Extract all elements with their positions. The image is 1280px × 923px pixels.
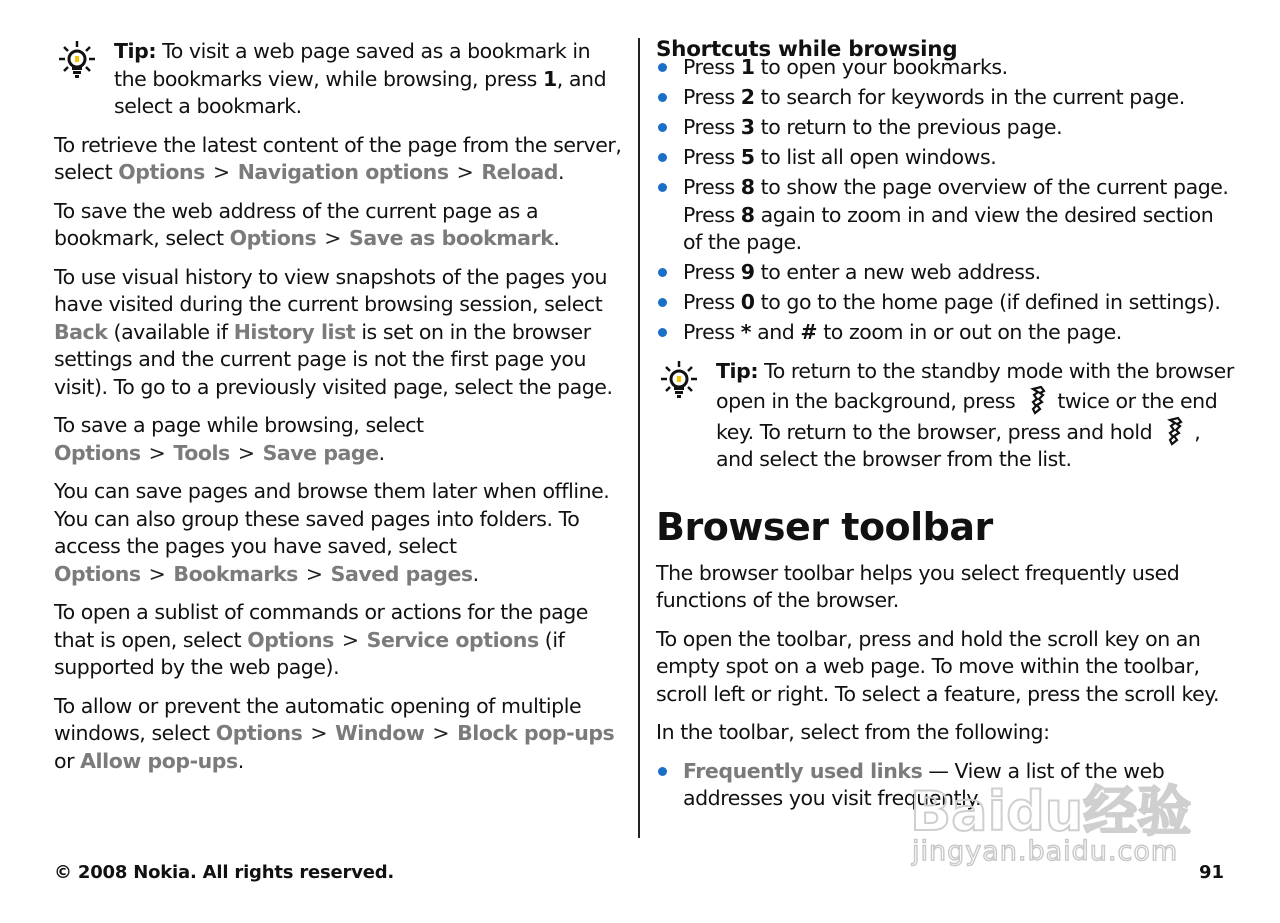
options-menu: Options bbox=[118, 160, 205, 184]
allow-popups-option: Allow pop-ups bbox=[80, 748, 238, 773]
list-item: Press 3 to return to the previous page. bbox=[656, 114, 1236, 142]
browser-toolbar-heading: Browser toolbar bbox=[656, 504, 993, 549]
column-divider bbox=[638, 38, 640, 838]
options-menu: Options bbox=[247, 627, 334, 652]
options-menu: Options bbox=[54, 561, 141, 586]
para-reload: To retrieve the latest content of the page from the server, select Options > Navigation options > Reload. bbox=[54, 132, 622, 184]
frequently-used-links-option: Frequently used links bbox=[683, 758, 923, 783]
right-column bbox=[656, 36, 1236, 824]
list-item: Press 9 to enter a new web address. bbox=[656, 259, 1236, 287]
para-visual-history: To use visual history to view snapshots of the pages you have visited during the current browsing session, select Back (available if History list is set on in the browser settings and the current page is not the first page you visit). To go to a previously visited page, select the page. bbox=[54, 264, 613, 399]
options-menu: Options bbox=[229, 226, 317, 250]
save-as-bookmark-option: Save as bookmark bbox=[349, 226, 554, 250]
toolbar-select-intro: In the toolbar, select from the following: bbox=[656, 720, 1050, 744]
baidu-watermark-url: jingyan.baidu.com bbox=[912, 836, 1179, 867]
options-menu: Options bbox=[215, 721, 303, 745]
options-menu: Options bbox=[54, 440, 141, 465]
tip-standby bbox=[656, 358, 1236, 474]
baidu-watermark-logo bbox=[910, 775, 1210, 845]
para-saved-pages: You can save pages and browse them later when offline. You can also group these saved pages into folders. To access the pages you have saved, select Options > Bookmarks > Saved pages. bbox=[54, 479, 610, 586]
svg-text:Baidu经验: Baidu经验 bbox=[910, 780, 1192, 843]
lightbulb-icon bbox=[656, 360, 702, 402]
left-column bbox=[54, 36, 626, 786]
menu-key-icon bbox=[1164, 416, 1188, 446]
tip-text: Tip: To return to the standby mode with the browser open in the background, press twice or the end key. To return to the browser, press and hold , and select the browser from the list. bbox=[716, 358, 1234, 471]
list-item: Press 5 to list all open windows. bbox=[656, 144, 1236, 172]
list-item: Press 1 to open your bookmarks. bbox=[656, 54, 1236, 82]
toolbar-open-instructions: To open the toolbar, press and hold the scroll key on an empty spot on a web page. To move within the toolbar, scroll left or right. To select a feature, press the scroll key. bbox=[656, 626, 1220, 706]
para-popups: To allow or prevent the automatic opening of multiple windows, select Options > Window > Block pop-ups or Allow pop-ups. bbox=[54, 693, 615, 773]
tip-bookmark bbox=[54, 38, 626, 121]
list-item: Press 8 to show the page overview of the current page. Press 8 again to zoom in and view the desired section of the page. bbox=[656, 174, 1236, 257]
page-number: 91 bbox=[1198, 862, 1224, 883]
block-popups-option: Block pop-ups bbox=[457, 721, 615, 745]
navigation-options-menu: Navigation options bbox=[237, 160, 449, 184]
toolbar-intro: The browser toolbar helps you select frequently used functions of the browser. bbox=[656, 560, 1180, 612]
history-list-option: History list bbox=[233, 319, 356, 344]
para-service-options: To open a sublist of commands or actions for the page that is open, select Options > Service options (if supported by the web page). bbox=[54, 600, 588, 679]
reload-option: Reload bbox=[481, 160, 558, 184]
service-options-option: Service options bbox=[366, 627, 539, 652]
list-item: Press 0 to go to the home page (if defined in settings). bbox=[656, 289, 1236, 317]
list-item: Frequently used links — View a list of the web addresses you visit frequently. bbox=[656, 758, 1236, 813]
tip-text: Tip: To visit a web page saved as a bookmark in the bookmarks view, while browsing, press 1, and select a bookmark. bbox=[114, 39, 607, 118]
menu-key-icon bbox=[1027, 385, 1051, 415]
save-page-option: Save page bbox=[262, 440, 379, 465]
lightbulb-icon bbox=[54, 40, 100, 82]
shortcuts-heading: Shortcuts while browsing bbox=[656, 37, 958, 62]
shortcuts-list bbox=[656, 54, 1236, 347]
list-item: Press * and # to zoom in or out on the page. bbox=[656, 319, 1236, 347]
para-save-bookmark: To save the web address of the current page as a bookmark, select Options > Save as bookmark. bbox=[54, 198, 560, 250]
para-save-page: To save a page while browsing, select Options > Tools > Save page. bbox=[54, 413, 424, 465]
bookmarks-menu: Bookmarks bbox=[173, 561, 298, 586]
saved-pages-option: Saved pages bbox=[330, 561, 473, 586]
window-menu: Window bbox=[335, 721, 425, 745]
list-item: Press 2 to search for keywords in the current page. bbox=[656, 84, 1236, 112]
back-option: Back bbox=[54, 319, 108, 344]
copyright: © 2008 Nokia. All rights reserved. bbox=[54, 862, 395, 883]
tools-menu: Tools bbox=[173, 440, 230, 465]
